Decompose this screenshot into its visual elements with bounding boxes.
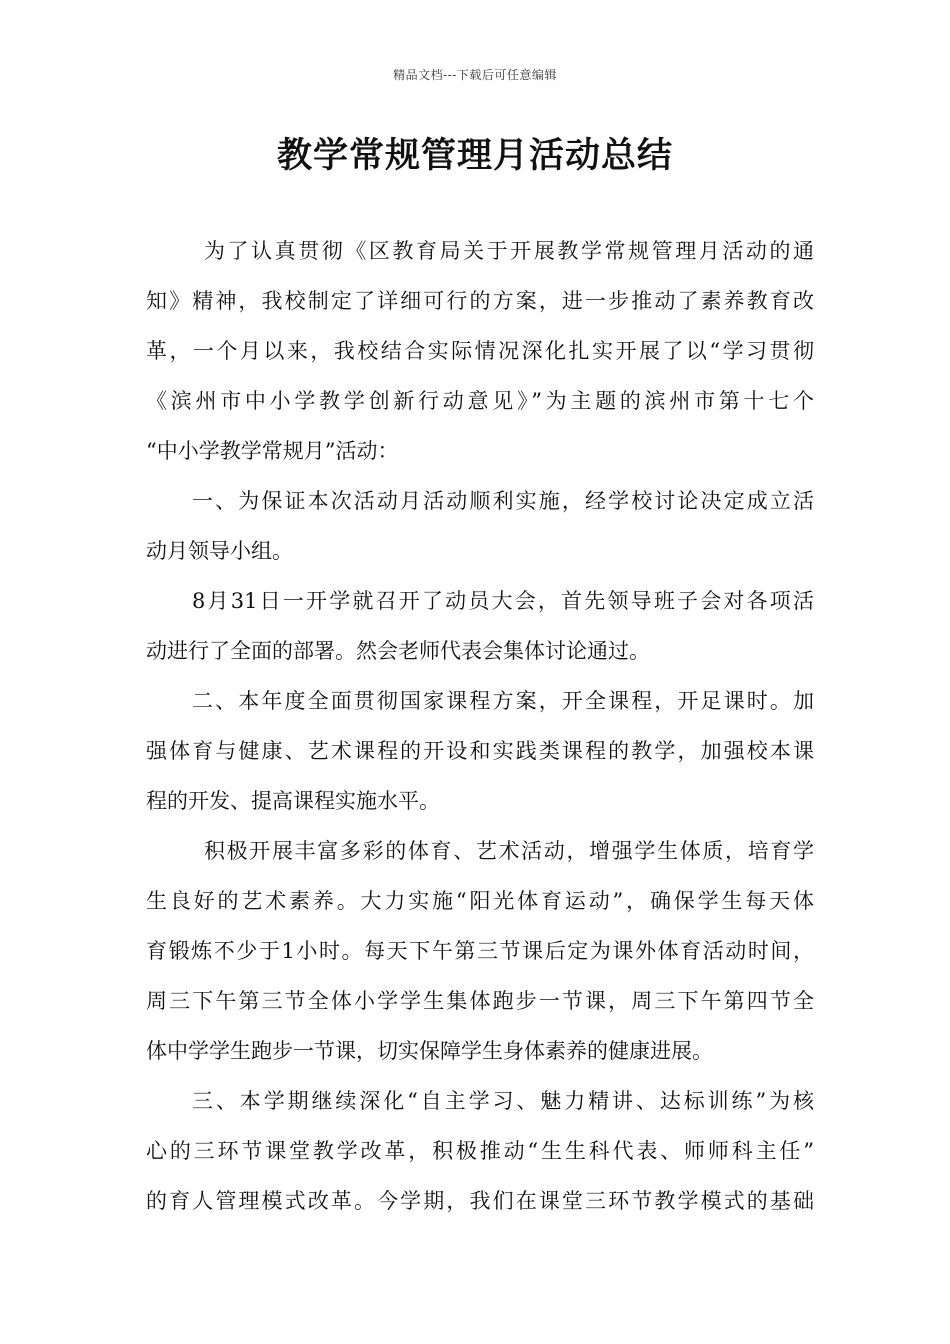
- body-line: 强体育与健康、艺术课程的开设和实践类课程的教学，加强校本课: [146, 739, 814, 763]
- body-line: 为了认真贯彻《区教育局关于开展教学常规管理月活动的通: [204, 239, 814, 263]
- body-line: 二、本年度全面贯彻国家课程方案，开全课程，开足课时。加: [192, 689, 814, 713]
- body-line: 知》精神，我校制定了详细可行的方案，进一步推动了素养教育改: [146, 289, 814, 313]
- body-line: 体中学学生跑步一节课，切实保障学生身体素养的健康进展。: [146, 1039, 713, 1063]
- body-line: 的育人管理模式改革。今学期，我们在课堂三环节教学模式的基础: [146, 1189, 814, 1213]
- body-line: 动进行了全面的部署。然会老师代表会集体讨论通过。: [146, 639, 650, 663]
- body-line: 动月领导小组。: [146, 539, 293, 563]
- body-line: 积极开展丰富多彩的体育、艺术活动，增强学生体质，培育学: [204, 839, 814, 863]
- body-line: 三、本学期继续深化“自主学习、魅力精讲、达标训练”为核: [192, 1089, 814, 1113]
- body-line: 生良好的艺术素养。大力实施“阳光体育运动”，确保学生每天体: [146, 889, 814, 913]
- body-line: 一、为保证本次活动月活动顺利实施，经学校讨论决定成立活: [192, 489, 814, 513]
- body-line: 8月31日一开学就召开了动员大会，首先领导班子会对各项活: [192, 589, 814, 613]
- body-line: 程的开发、提高课程实施水平。: [146, 789, 440, 813]
- body-line: 革，一个月以来，我校结合实际情况深化扎实开展了以“学习贯彻: [146, 339, 814, 363]
- header-note: 精品文档---下载后可任意编辑: [393, 68, 557, 82]
- body-line: 周三下午第三节全体小学学生集体跑步一节课，周三下午第四节全: [146, 989, 814, 1013]
- document-body: [146, 226, 814, 1226]
- body-line: 心的三环节课堂教学改革，积极推动“生生科代表、师师科主任”: [146, 1139, 814, 1163]
- body-line: 育锻炼不少于1小时。每天下午第三节课后定为课外体育活动时间，: [146, 939, 814, 963]
- document-title: 教学常规管理月活动总结: [276, 136, 673, 176]
- body-line: “中小学教学常规月”活动：: [146, 439, 399, 463]
- body-line: 《滨州市中小学教学创新行动意见》”为主题的滨州市第十七个: [146, 389, 814, 413]
